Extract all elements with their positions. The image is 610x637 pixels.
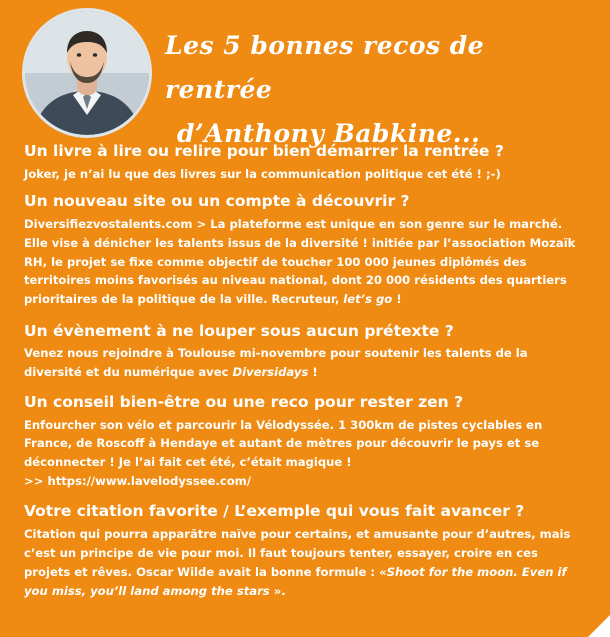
reco-answer-emphasis: Shoot for the moon. Even if you miss, you’ll land among the stars bbox=[24, 564, 567, 598]
reco-answer-emphasis: Diversidays bbox=[232, 365, 309, 380]
reco-answer bbox=[24, 525, 584, 600]
reco-question: Un conseil bien-être ou une reco pour rester zen ? bbox=[24, 393, 464, 412]
reco-answer-tail: ! bbox=[308, 365, 318, 380]
velodyssee-link[interactable]: >> https://www.lavelodyssee.com/ bbox=[24, 473, 252, 488]
title-line-2: d’Anthony Babkine... bbox=[177, 118, 481, 148]
reco-answer bbox=[24, 215, 584, 309]
page-title bbox=[165, 24, 595, 155]
reco-question: Un livre à lire ou relire pour bien démarrer la rentrée ? bbox=[24, 142, 504, 160]
reco-item bbox=[24, 393, 592, 491]
reco-question: Votre citation favorite / L’exemple qui vous fait avancer ? bbox=[24, 501, 525, 520]
reco-answer: Joker, je n’ai lu que des livres sur la communication politique cet été ! ;-) bbox=[24, 166, 501, 181]
reco-answer-text: Citation qui pourra apparãtre naïve pour certains, et amusante pour d’autres, mais c’est un principe de vie pour moi. Il faut toujours tenter, essayer, croire en ces projets et rêves. Oscar Wilde avait la bonne formule : « bbox=[24, 527, 571, 579]
reco-question: Un évènement à ne louper sous aucun prétexte ? bbox=[24, 321, 454, 340]
reco-answer-text: Venez nous rejoindre à Toulouse mi-novembre pour soutenir les talents de la diversité et du numérique avec bbox=[24, 346, 528, 380]
reco-answer-tail: ! bbox=[392, 292, 402, 307]
reco-answer-emphasis: let’s go bbox=[343, 292, 393, 307]
reco-answer-text: Diversifiezvostalents.com > La plateforme est unique en son genre sur le marché. Elle vise à dénicher les talents issus de la diversité ! initiée par l’association Mozaïk RH, le projet se fixe comme objectif de toucher 100 000 jeunes diplômés des territoires moins favorisés au niveau national, dont 20 000 résidents des quartiers prioritaires de la politique de la ville. Recruteur, bbox=[24, 216, 576, 307]
reco-answer-text: Enfourcher son vélo et parcourir la Vélodyssée. 1 300km de pistes cyclables en France, de Roscoff à Hendaye et autant de mètres pour découvrir le pays et se déconnecter ! Je l’ai fait cet été, c’était magique ! bbox=[24, 417, 543, 470]
corner-fold bbox=[586, 613, 610, 637]
reco-answer bbox=[24, 344, 584, 382]
reco-list bbox=[0, 142, 610, 609]
reco-item bbox=[24, 192, 592, 309]
avatar bbox=[22, 8, 152, 138]
reco-item bbox=[24, 502, 592, 601]
reco-answer-tail: ». bbox=[269, 583, 286, 598]
reco-item bbox=[24, 322, 592, 382]
card-header bbox=[0, 0, 610, 148]
reco-answer bbox=[24, 416, 584, 491]
reco-question: Un nouveau site ou un compte à découvrir ? bbox=[24, 192, 410, 211]
reco-item bbox=[24, 142, 592, 183]
title-line-1: Les 5 bonnes recos de rentrée bbox=[165, 31, 485, 104]
